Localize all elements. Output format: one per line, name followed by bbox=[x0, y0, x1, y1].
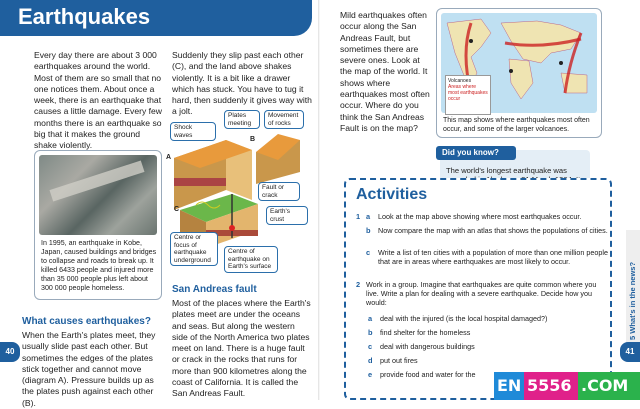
activity-2e-letter: e bbox=[368, 370, 373, 379]
label-movement-of-rocks: Movement of rocks bbox=[264, 110, 304, 129]
activities-heading: Activities bbox=[356, 186, 428, 203]
san-andreas-text: Most of the places where the Earth's plates meet are under the oceans and seas. But along the western side of the North America two plates meet on land. There is a huge fault or crack in the rocks that runs for more than 900 kilometres along the coast of California. It is called the San Andreas Fault. bbox=[172, 298, 311, 399]
title-banner bbox=[0, 0, 312, 36]
world-map-box bbox=[436, 8, 602, 138]
activity-1a-text: Look at the map above showing where most earthquakes occur. bbox=[378, 212, 582, 221]
activity-1-num: 1 bbox=[356, 212, 361, 221]
watermark-part-1: EN bbox=[494, 372, 524, 400]
earthquake-diagram bbox=[166, 110, 312, 280]
page-title: Earthquakes bbox=[18, 4, 151, 29]
label-b: B bbox=[250, 136, 256, 143]
map-caption: This map shows where earthquakes most often occur, and some of the larger volcanoes. bbox=[443, 117, 590, 133]
activity-1a-letter: a bbox=[366, 212, 371, 221]
activity-2d-letter: d bbox=[368, 356, 373, 365]
map-legend bbox=[445, 75, 491, 115]
label-fault: Fault or crack bbox=[258, 182, 300, 201]
label-focus: Centre or focus of earthquake underground bbox=[170, 232, 218, 266]
chapter-side-tab bbox=[626, 230, 640, 350]
activity-2b-text: find shelter for the homeless bbox=[380, 328, 471, 337]
activity-2b-letter: b bbox=[368, 328, 373, 337]
intro-paragraph: Every day there are about 3 000 earthquakes around the world. Most of them are so small that no one notices them. About once a week, there is an earthquake that causes a little damage. Every few months there is an earthquake so big that it makes the ground shake violently. bbox=[34, 50, 163, 151]
activity-2d-text: put out fires bbox=[380, 356, 418, 365]
right-page bbox=[320, 0, 640, 400]
page-number-right: 41 bbox=[620, 342, 640, 362]
activities-box bbox=[344, 178, 612, 400]
legend-volcanoes: Volcanoes bbox=[448, 78, 472, 84]
legend-earthquake-areas: Areas where most earthquakes occur bbox=[448, 84, 488, 102]
activity-2a-letter: a bbox=[368, 314, 373, 323]
photo-caption: In 1995, an earthquake in Kobe, Japan, caused buildings and bridges to collapse and roads to break up. It killed 6433 people and injured more than 35 000 people plus left about 300 000 people homeless. bbox=[41, 239, 157, 292]
kobe-photo-box bbox=[34, 150, 162, 300]
activity-1c-text: Write a list of ten cities with a population of more than one million people that are in areas where earthquakes are most likely to occur. bbox=[378, 248, 608, 266]
slip-paragraph: Suddenly they slip past each other (C), and the land above shakes violently. It is a bit like a drawer which has stuck. You have to tug it hard, then suddenly it gives way with a jolt. bbox=[172, 50, 312, 117]
san-andreas-heading: San Andreas fault bbox=[172, 284, 257, 295]
label-plates-meeting: Plates meeting bbox=[224, 110, 260, 129]
activity-1b-letter: b bbox=[366, 226, 371, 235]
watermark bbox=[494, 372, 640, 400]
left-page bbox=[0, 0, 320, 408]
did-you-know-heading: Did you know? bbox=[436, 146, 516, 160]
label-crust: Earth's crust bbox=[266, 206, 308, 225]
what-causes-heading: What causes earthquakes? bbox=[22, 316, 151, 327]
world-map bbox=[441, 13, 597, 113]
activity-2-text: Work in a group. Imagine that earthquakes are quite common where you live. Write a plan for dealing with a severe earthquake. Decide how you would: bbox=[366, 280, 597, 307]
activity-2c-letter: c bbox=[368, 342, 373, 351]
right-intro-paragraph: Mild earthquakes often occur along the San Andreas Fault, but sometimes there are severe ones. Look at the map of the world. It shows where earthquakes most often occur. Where do you think the San Andreas Fault is on the map? bbox=[340, 10, 430, 133]
kobe-photo bbox=[39, 155, 157, 235]
watermark-part-3: .COM bbox=[578, 372, 640, 400]
label-c: C bbox=[174, 206, 180, 213]
what-causes-text: When the Earth's plates meet, they usually slide past each other. But sometimes the edges of the plates stick together and cannot move (diagram A). Pressure builds up as the plates push against each other (B). bbox=[22, 330, 156, 408]
activity-2a-text: deal with the injured (is the local hospital damaged?) bbox=[380, 314, 548, 323]
chapter-side-tab-label: 5 What's in the news? bbox=[628, 261, 637, 340]
watermark-part-2: 5556 bbox=[524, 372, 578, 400]
label-epicentre: Centre of earthquake on Earth's surface bbox=[224, 246, 278, 273]
activity-2c-text: deal with dangerous buildings bbox=[380, 342, 475, 351]
activity-1c-letter: c bbox=[366, 248, 371, 257]
label-a: A bbox=[166, 154, 172, 161]
activity-1b-text: Now compare the map with an atlas that shows the populations of cities. bbox=[378, 226, 608, 235]
page-number-left: 40 bbox=[0, 342, 20, 362]
activity-2e-text: provide food and water for the bbox=[380, 370, 476, 379]
activity-2-num: 2 bbox=[356, 280, 361, 289]
did-you-know-text: The world's longest earthquake was bbox=[446, 166, 567, 175]
label-shock-waves: Shock waves bbox=[170, 122, 216, 141]
